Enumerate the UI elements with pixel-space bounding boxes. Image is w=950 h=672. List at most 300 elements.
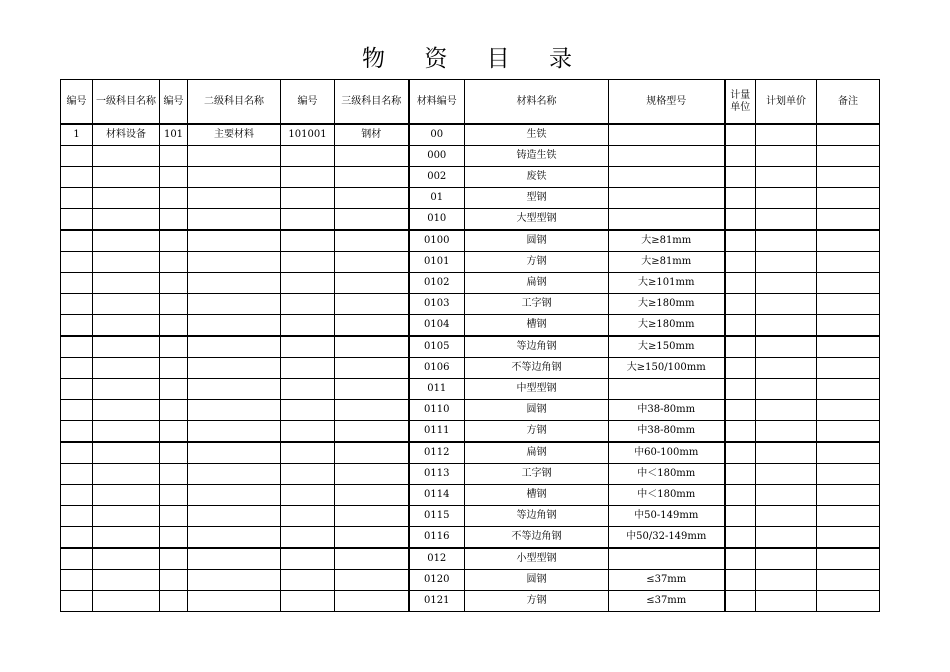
level1-code-cell xyxy=(61,358,93,379)
spec-cell xyxy=(609,146,725,167)
unit-cell xyxy=(725,294,756,315)
table-row xyxy=(61,548,880,570)
level3-name-cell xyxy=(335,506,409,527)
level3-code-cell xyxy=(281,421,335,443)
level1-name-cell xyxy=(93,188,160,209)
level1-name-cell xyxy=(93,167,160,188)
level2-name-cell xyxy=(188,273,281,294)
level1-code-cell xyxy=(61,379,93,400)
material-code-cell: 00 xyxy=(409,124,465,146)
plan-price-cell xyxy=(756,336,817,358)
level2-code-cell xyxy=(160,294,188,315)
level1-code-cell xyxy=(61,591,93,612)
spec-cell: 大≥180mm xyxy=(609,315,725,337)
level2-name-cell xyxy=(188,400,281,421)
level3-name-cell xyxy=(335,146,409,167)
remarks-cell xyxy=(817,315,880,337)
unit-cell xyxy=(725,358,756,379)
level3-name-cell xyxy=(335,252,409,273)
spec-cell: 中38-80mm xyxy=(609,421,725,443)
level1-name-cell xyxy=(93,252,160,273)
level2-name-cell xyxy=(188,209,281,231)
material-name-cell: 工字钢 xyxy=(465,294,609,315)
level2-name-cell xyxy=(188,591,281,612)
plan-price-cell xyxy=(756,315,817,337)
material-name-cell: 工字钢 xyxy=(465,464,609,485)
unit-cell xyxy=(725,464,756,485)
level1-name-cell xyxy=(93,421,160,443)
material-code-cell: 010 xyxy=(409,209,465,231)
plan-price-cell xyxy=(756,124,817,146)
level2-code-cell xyxy=(160,209,188,231)
plan-price-cell xyxy=(756,548,817,570)
level1-code-cell xyxy=(61,506,93,527)
unit-cell xyxy=(725,273,756,294)
header-code-3: 编号 xyxy=(281,80,335,125)
level1-code-cell xyxy=(61,252,93,273)
table-row xyxy=(61,273,880,294)
table-row xyxy=(61,294,880,315)
level3-code-cell xyxy=(281,506,335,527)
level1-name-cell xyxy=(93,146,160,167)
level3-code-cell xyxy=(281,146,335,167)
material-code-cell: 0100 xyxy=(409,230,465,252)
level3-code-cell xyxy=(281,188,335,209)
remarks-cell xyxy=(817,336,880,358)
material-name-cell: 废铁 xyxy=(465,167,609,188)
plan-price-cell xyxy=(756,421,817,443)
level3-name-cell: 钢材 xyxy=(335,124,409,146)
level2-code-cell xyxy=(160,527,188,549)
level1-code-cell xyxy=(61,442,93,464)
level1-name-cell xyxy=(93,315,160,337)
unit-cell xyxy=(725,400,756,421)
material-code-cell: 0114 xyxy=(409,485,465,506)
material-code-cell: 0121 xyxy=(409,591,465,612)
material-name-cell: 等边角钢 xyxy=(465,506,609,527)
level3-name-cell xyxy=(335,442,409,464)
level3-code-cell xyxy=(281,336,335,358)
table-row xyxy=(61,421,880,443)
level2-name-cell xyxy=(188,146,281,167)
level3-code-cell xyxy=(281,442,335,464)
level3-name-cell xyxy=(335,188,409,209)
level1-code-cell xyxy=(61,570,93,591)
header-material-name: 材料名称 xyxy=(465,80,609,125)
material-code-cell: 0104 xyxy=(409,315,465,337)
unit-cell xyxy=(725,252,756,273)
level1-name-cell: 材料设备 xyxy=(93,124,160,146)
remarks-cell xyxy=(817,485,880,506)
material-code-cell: 0106 xyxy=(409,358,465,379)
material-name-cell: 方钢 xyxy=(465,252,609,273)
plan-price-cell xyxy=(756,570,817,591)
page-title: 物 资 目 录 xyxy=(362,46,588,72)
header-plan-price: 计划单价 xyxy=(756,80,817,125)
level2-code-cell xyxy=(160,358,188,379)
unit-cell xyxy=(725,188,756,209)
remarks-cell xyxy=(817,230,880,252)
level3-code-cell xyxy=(281,570,335,591)
level1-name-cell xyxy=(93,379,160,400)
level3-code-cell xyxy=(281,400,335,421)
spec-cell: 中38-80mm xyxy=(609,400,725,421)
material-name-cell: 不等边角钢 xyxy=(465,358,609,379)
material-code-cell: 01 xyxy=(409,188,465,209)
spec-cell: 中50/32-149mm xyxy=(609,527,725,549)
material-code-cell: 0115 xyxy=(409,506,465,527)
plan-price-cell xyxy=(756,591,817,612)
header-spec: 规格型号 xyxy=(609,80,725,125)
material-code-cell: 011 xyxy=(409,379,465,400)
plan-price-cell xyxy=(756,188,817,209)
spec-cell xyxy=(609,167,725,188)
level2-name-cell xyxy=(188,167,281,188)
header-code-1: 编号 xyxy=(61,80,93,125)
level1-code-cell xyxy=(61,315,93,337)
header-level1-name: 一级科目名称 xyxy=(93,80,160,125)
table-row xyxy=(61,485,880,506)
level2-name-cell xyxy=(188,379,281,400)
level3-code-cell xyxy=(281,273,335,294)
table-row xyxy=(61,400,880,421)
level3-name-cell xyxy=(335,400,409,421)
level1-name-cell xyxy=(93,294,160,315)
level2-code-cell xyxy=(160,400,188,421)
level1-name-cell xyxy=(93,527,160,549)
table-row xyxy=(61,252,880,273)
remarks-cell xyxy=(817,167,880,188)
spec-cell: 中＜180mm xyxy=(609,485,725,506)
level1-code-cell xyxy=(61,485,93,506)
table-row xyxy=(61,527,880,549)
level3-name-cell xyxy=(335,358,409,379)
level3-name-cell xyxy=(335,336,409,358)
level2-code-cell xyxy=(160,146,188,167)
level2-code-cell xyxy=(160,315,188,337)
level1-name-cell xyxy=(93,230,160,252)
level3-name-cell xyxy=(335,294,409,315)
material-name-cell: 小型型钢 xyxy=(465,548,609,570)
unit-cell xyxy=(725,570,756,591)
level3-code-cell xyxy=(281,464,335,485)
level3-name-cell xyxy=(335,421,409,443)
material-name-cell: 铸造生铁 xyxy=(465,146,609,167)
plan-price-cell xyxy=(756,379,817,400)
material-code-cell: 0103 xyxy=(409,294,465,315)
table-row xyxy=(61,442,880,464)
level2-name-cell xyxy=(188,527,281,549)
level3-name-cell xyxy=(335,315,409,337)
level1-code-cell xyxy=(61,548,93,570)
material-code-cell: 0111 xyxy=(409,421,465,443)
unit-cell xyxy=(725,146,756,167)
spec-cell: ≤37mm xyxy=(609,591,725,612)
level2-code-cell xyxy=(160,336,188,358)
level1-code-cell xyxy=(61,209,93,231)
level3-code-cell xyxy=(281,294,335,315)
plan-price-cell xyxy=(756,167,817,188)
remarks-cell xyxy=(817,570,880,591)
level1-name-cell xyxy=(93,336,160,358)
remarks-cell xyxy=(817,358,880,379)
remarks-cell xyxy=(817,548,880,570)
header-code-2: 编号 xyxy=(160,80,188,125)
level3-code-cell xyxy=(281,591,335,612)
level3-code-cell xyxy=(281,527,335,549)
header-unit: 计量单位 xyxy=(725,80,756,125)
plan-price-cell xyxy=(756,506,817,527)
remarks-cell xyxy=(817,591,880,612)
level2-code-cell xyxy=(160,548,188,570)
level1-code-cell xyxy=(61,336,93,358)
level2-code-cell xyxy=(160,464,188,485)
spec-cell: 中＜180mm xyxy=(609,464,725,485)
spec-cell: 大≥180mm xyxy=(609,294,725,315)
plan-price-cell xyxy=(756,485,817,506)
table-row xyxy=(61,315,880,337)
material-name-cell: 扁钢 xyxy=(465,442,609,464)
unit-cell xyxy=(725,485,756,506)
table-row xyxy=(61,188,880,209)
level2-code-cell xyxy=(160,379,188,400)
spec-cell: 大≥81mm xyxy=(609,230,725,252)
level1-code-cell xyxy=(61,421,93,443)
table-row xyxy=(61,230,880,252)
level2-name-cell xyxy=(188,506,281,527)
plan-price-cell xyxy=(756,442,817,464)
material-name-cell: 型钢 xyxy=(465,188,609,209)
level3-name-cell xyxy=(335,167,409,188)
spec-cell: 中60-100mm xyxy=(609,442,725,464)
level1-name-cell xyxy=(93,485,160,506)
header-material-code: 材料编号 xyxy=(409,80,465,125)
table-row xyxy=(61,591,880,612)
level1-code-cell: 1 xyxy=(61,124,93,146)
level2-name-cell xyxy=(188,485,281,506)
materials-table xyxy=(60,79,880,612)
level3-code-cell xyxy=(281,167,335,188)
level2-code-cell xyxy=(160,273,188,294)
spec-cell: 中50-149mm xyxy=(609,506,725,527)
level1-code-cell xyxy=(61,167,93,188)
level2-code-cell xyxy=(160,167,188,188)
level2-code-cell xyxy=(160,591,188,612)
header-level3-name: 三级科目名称 xyxy=(335,80,409,125)
table-row xyxy=(61,570,880,591)
level2-name-cell xyxy=(188,548,281,570)
level3-name-cell xyxy=(335,379,409,400)
level2-name-cell: 主要材料 xyxy=(188,124,281,146)
unit-cell xyxy=(725,442,756,464)
level1-code-cell xyxy=(61,464,93,485)
plan-price-cell xyxy=(756,464,817,485)
level1-name-cell xyxy=(93,591,160,612)
level2-name-cell xyxy=(188,294,281,315)
unit-cell xyxy=(725,379,756,400)
level2-name-cell xyxy=(188,442,281,464)
level1-name-cell xyxy=(93,273,160,294)
material-name-cell: 圆钢 xyxy=(465,400,609,421)
level2-name-cell xyxy=(188,358,281,379)
spec-cell: 大≥150/100mm xyxy=(609,358,725,379)
level2-name-cell xyxy=(188,252,281,273)
level3-name-cell xyxy=(335,273,409,294)
table-row xyxy=(61,167,880,188)
level2-name-cell xyxy=(188,421,281,443)
level3-name-cell xyxy=(335,230,409,252)
table-row xyxy=(61,506,880,527)
level3-code-cell xyxy=(281,315,335,337)
level1-code-cell xyxy=(61,294,93,315)
remarks-cell xyxy=(817,294,880,315)
unit-cell xyxy=(725,527,756,549)
plan-price-cell xyxy=(756,209,817,231)
table-row xyxy=(61,209,880,231)
level2-code-cell xyxy=(160,442,188,464)
unit-cell xyxy=(725,167,756,188)
table-row xyxy=(61,146,880,167)
level2-name-cell xyxy=(188,570,281,591)
level1-code-cell xyxy=(61,230,93,252)
plan-price-cell xyxy=(756,400,817,421)
remarks-cell xyxy=(817,146,880,167)
material-code-cell: 0102 xyxy=(409,273,465,294)
level1-name-cell xyxy=(93,464,160,485)
unit-cell xyxy=(725,506,756,527)
plan-price-cell xyxy=(756,294,817,315)
spec-cell: 大≥81mm xyxy=(609,252,725,273)
level1-name-cell xyxy=(93,442,160,464)
unit-cell xyxy=(725,209,756,231)
plan-price-cell xyxy=(756,252,817,273)
level2-code-cell xyxy=(160,485,188,506)
material-name-cell: 方钢 xyxy=(465,591,609,612)
level1-code-cell xyxy=(61,188,93,209)
unit-cell xyxy=(725,421,756,443)
material-name-cell: 圆钢 xyxy=(465,570,609,591)
plan-price-cell xyxy=(756,230,817,252)
level3-name-cell xyxy=(335,548,409,570)
plan-price-cell xyxy=(756,358,817,379)
spec-cell xyxy=(609,209,725,231)
plan-price-cell xyxy=(756,273,817,294)
spec-cell xyxy=(609,188,725,209)
level2-name-cell xyxy=(188,315,281,337)
level3-name-cell xyxy=(335,570,409,591)
level3-name-cell xyxy=(335,464,409,485)
level2-code-cell xyxy=(160,252,188,273)
level2-name-cell xyxy=(188,336,281,358)
level2-name-cell xyxy=(188,188,281,209)
plan-price-cell xyxy=(756,527,817,549)
material-code-cell: 0110 xyxy=(409,400,465,421)
table-row xyxy=(61,124,880,146)
level1-name-cell xyxy=(93,209,160,231)
level3-name-cell xyxy=(335,485,409,506)
spec-cell xyxy=(609,124,725,146)
level3-name-cell xyxy=(335,527,409,549)
level2-code-cell: 101 xyxy=(160,124,188,146)
remarks-cell xyxy=(817,188,880,209)
spec-cell xyxy=(609,379,725,400)
unit-cell xyxy=(725,124,756,146)
material-code-cell: 0101 xyxy=(409,252,465,273)
remarks-cell xyxy=(817,252,880,273)
level3-name-cell xyxy=(335,591,409,612)
unit-cell xyxy=(725,315,756,337)
table-row xyxy=(61,379,880,400)
level1-name-cell xyxy=(93,358,160,379)
table-row xyxy=(61,336,880,358)
material-code-cell: 0113 xyxy=(409,464,465,485)
level1-name-cell xyxy=(93,548,160,570)
level3-code-cell xyxy=(281,358,335,379)
unit-cell xyxy=(725,336,756,358)
material-name-cell: 扁钢 xyxy=(465,273,609,294)
level3-code-cell xyxy=(281,548,335,570)
table-body xyxy=(61,124,880,612)
remarks-cell xyxy=(817,379,880,400)
level2-code-cell xyxy=(160,570,188,591)
level2-code-cell xyxy=(160,421,188,443)
material-code-cell: 0112 xyxy=(409,442,465,464)
material-name-cell: 等边角钢 xyxy=(465,336,609,358)
level2-name-cell xyxy=(188,230,281,252)
level1-code-cell xyxy=(61,146,93,167)
header-row xyxy=(61,80,880,125)
material-code-cell: 000 xyxy=(409,146,465,167)
plan-price-cell xyxy=(756,146,817,167)
remarks-cell xyxy=(817,464,880,485)
material-name-cell: 槽钢 xyxy=(465,315,609,337)
material-name-cell: 不等边角钢 xyxy=(465,527,609,549)
level3-code-cell xyxy=(281,209,335,231)
remarks-cell xyxy=(817,442,880,464)
material-name-cell: 圆钢 xyxy=(465,230,609,252)
remarks-cell xyxy=(817,124,880,146)
table-row xyxy=(61,464,880,485)
header-remarks: 备注 xyxy=(817,80,880,125)
remarks-cell xyxy=(817,421,880,443)
remarks-cell xyxy=(817,400,880,421)
level3-code-cell xyxy=(281,230,335,252)
level2-code-cell xyxy=(160,188,188,209)
level3-code-cell: 101001 xyxy=(281,124,335,146)
level3-name-cell xyxy=(335,209,409,231)
spec-cell: 大≥101mm xyxy=(609,273,725,294)
remarks-cell xyxy=(817,209,880,231)
level2-code-cell xyxy=(160,230,188,252)
level3-code-cell xyxy=(281,485,335,506)
level1-name-cell xyxy=(93,570,160,591)
spec-cell: 大≥150mm xyxy=(609,336,725,358)
header-level2-name: 二级科目名称 xyxy=(188,80,281,125)
level1-code-cell xyxy=(61,400,93,421)
spec-cell xyxy=(609,548,725,570)
material-code-cell: 012 xyxy=(409,548,465,570)
level1-code-cell xyxy=(61,273,93,294)
material-name-cell: 方钢 xyxy=(465,421,609,443)
remarks-cell xyxy=(817,273,880,294)
level3-code-cell xyxy=(281,379,335,400)
unit-cell xyxy=(725,548,756,570)
material-code-cell: 0105 xyxy=(409,336,465,358)
level1-name-cell xyxy=(93,400,160,421)
spec-cell: ≤37mm xyxy=(609,570,725,591)
material-name-cell: 生铁 xyxy=(465,124,609,146)
material-code-cell: 0116 xyxy=(409,527,465,549)
